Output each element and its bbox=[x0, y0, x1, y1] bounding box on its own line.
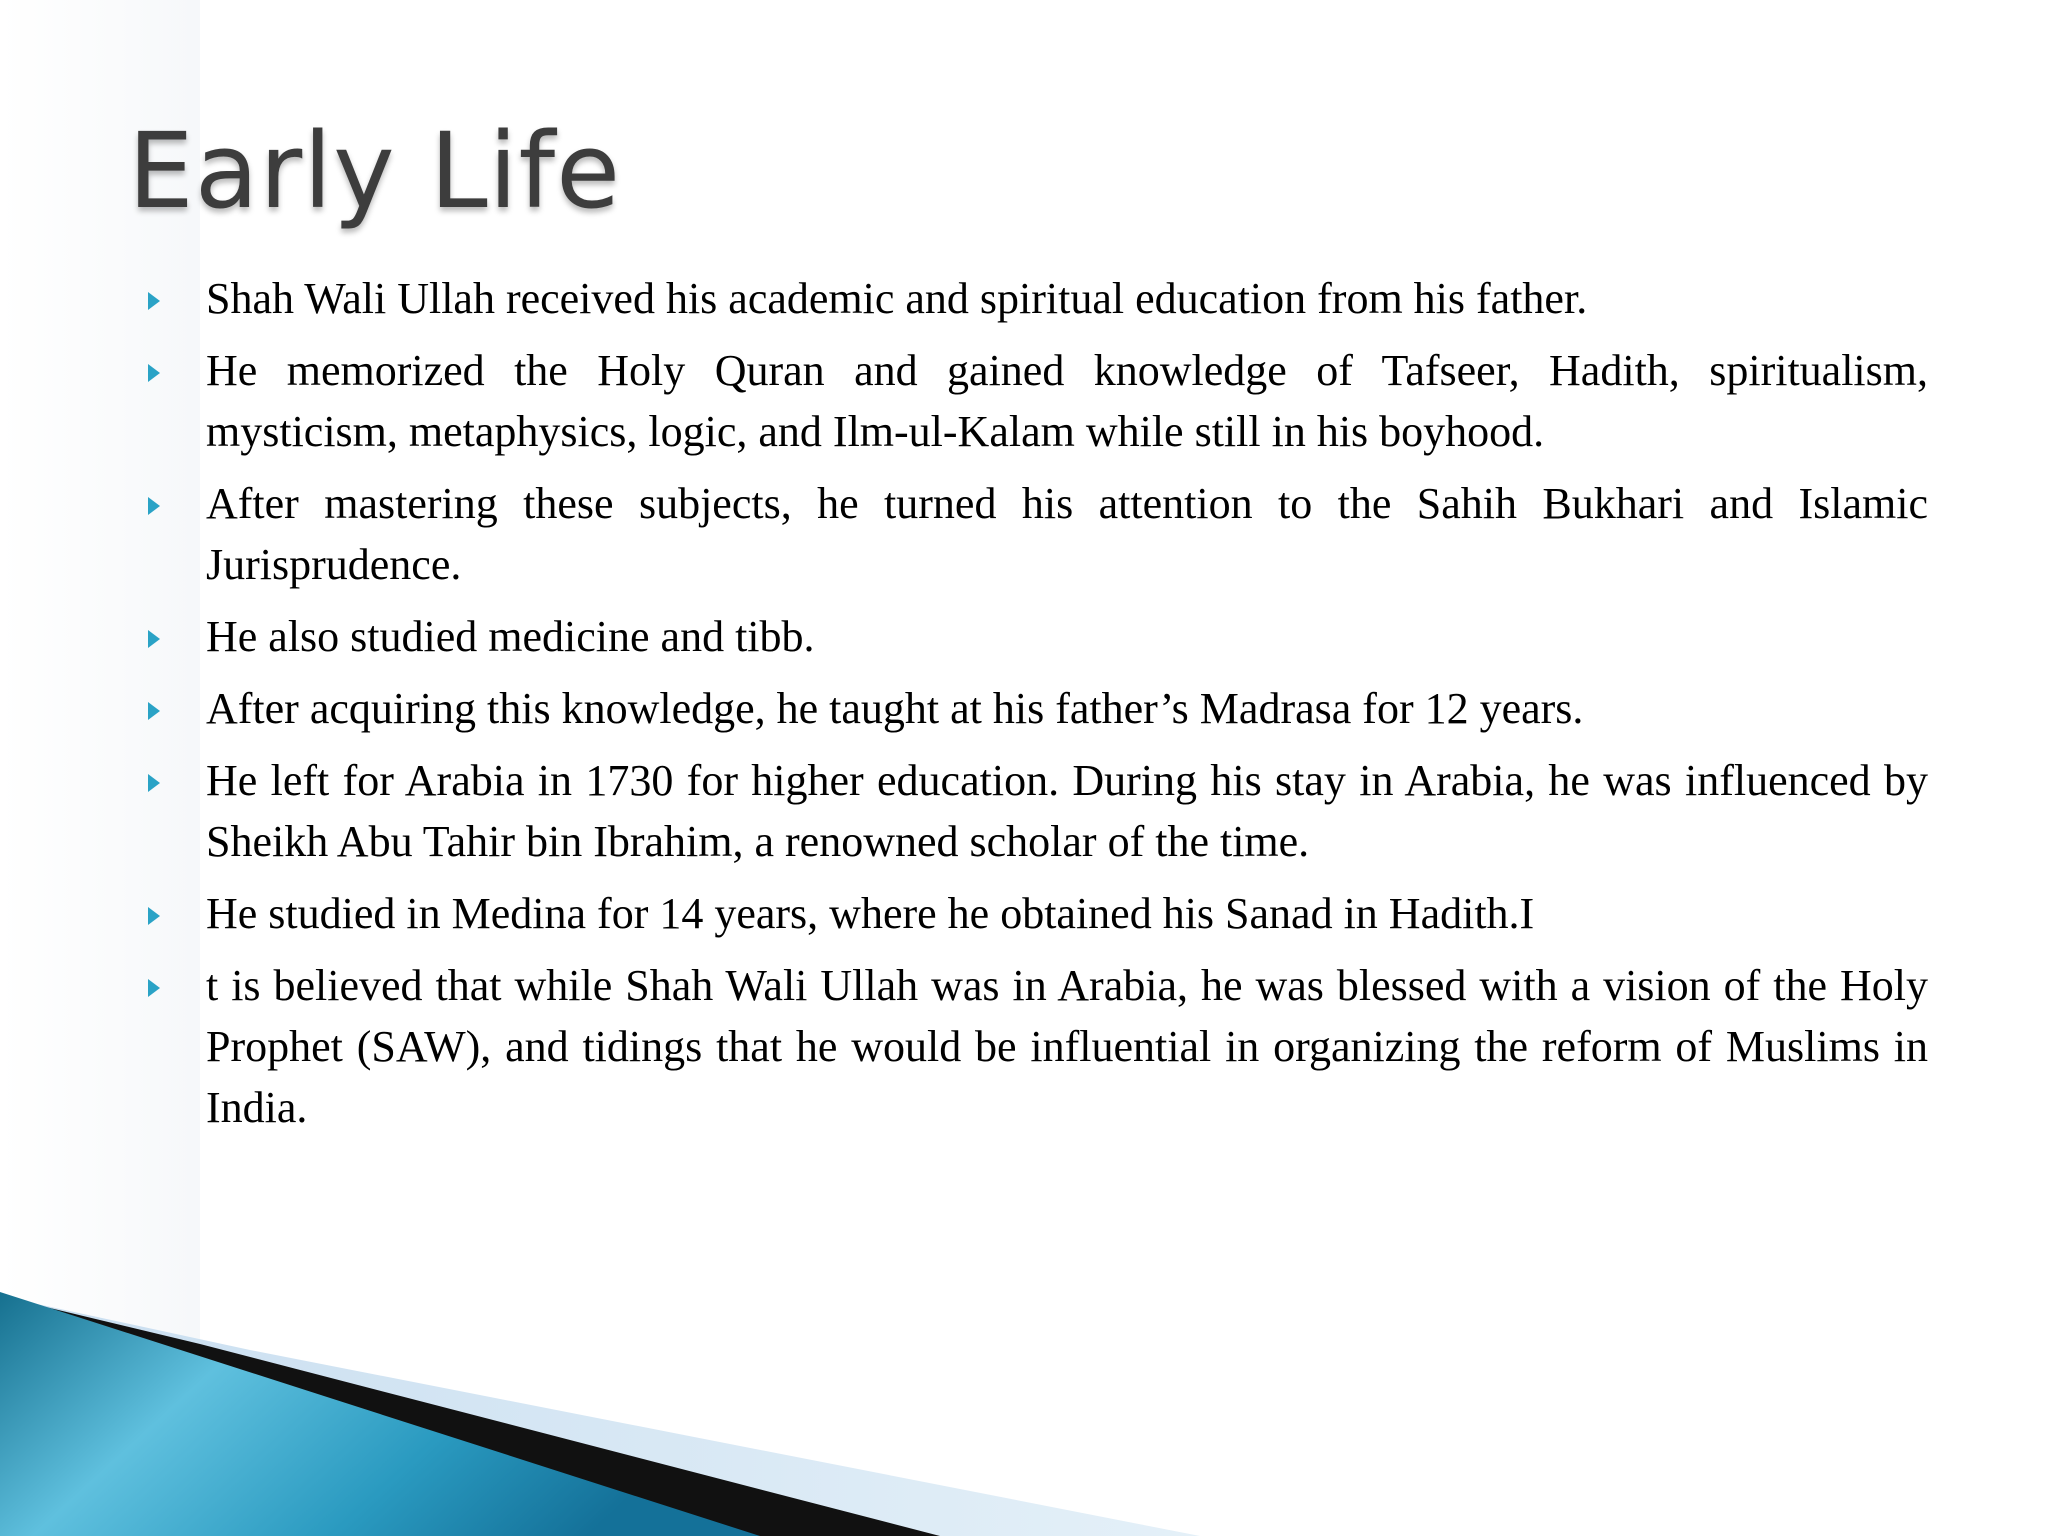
bullet-arrow-icon bbox=[148, 292, 160, 310]
bullet-text: He left for Arabia in 1730 for higher education. During his stay in Arabia, he was influenced by Sheikh Abu Tahir bin Ibrahim, a renowned scholar of the time. bbox=[206, 756, 1928, 866]
slide-title: Early Life bbox=[128, 110, 622, 232]
bullet-text: After mastering these subjects, he turned his attention to the Sahih Bukhari and Islamic Jurisprudence. bbox=[206, 479, 1928, 589]
bullet-item bbox=[148, 678, 1928, 739]
bullet-text: He also studied medicine and tibb. bbox=[206, 612, 815, 661]
bullet-item bbox=[148, 883, 1928, 944]
bullet-text: t is believed that while Shah Wali Ullah was in Arabia, he was blessed with a vision of the Holy Prophet (SAW), and tidings that he would be influential in organizing the reform of Muslims in India. bbox=[206, 961, 1928, 1132]
bullet-item bbox=[148, 268, 1928, 329]
bullet-arrow-icon bbox=[148, 497, 160, 515]
bullet-arrow-icon bbox=[148, 979, 160, 997]
bullet-item bbox=[148, 955, 1928, 1138]
bullet-text: He studied in Medina for 14 years, where he obtained his Sanad in Hadith.I bbox=[206, 889, 1535, 938]
bullet-arrow-icon bbox=[148, 630, 160, 648]
bullet-text: Shah Wali Ullah received his academic and spiritual education from his father. bbox=[206, 274, 1588, 323]
bullet-item bbox=[148, 606, 1928, 667]
bullet-arrow-icon bbox=[148, 364, 160, 382]
bullet-arrow-icon bbox=[148, 907, 160, 925]
bullet-text: After acquiring this knowledge, he taught at his father’s Madrasa for 12 years. bbox=[206, 684, 1584, 733]
bullet-item bbox=[148, 750, 1928, 872]
bullet-arrow-icon bbox=[148, 702, 160, 720]
bullet-text: He memorized the Holy Quran and gained knowledge of Tafseer, Hadith, spiritualism, mysticism, metaphysics, logic, and Ilm-ul-Kalam while still in his boyhood. bbox=[206, 346, 1928, 456]
bullet-item bbox=[148, 473, 1928, 595]
bullet-arrow-icon bbox=[148, 774, 160, 792]
bullet-item bbox=[148, 340, 1928, 462]
bullet-list bbox=[148, 268, 1928, 1149]
